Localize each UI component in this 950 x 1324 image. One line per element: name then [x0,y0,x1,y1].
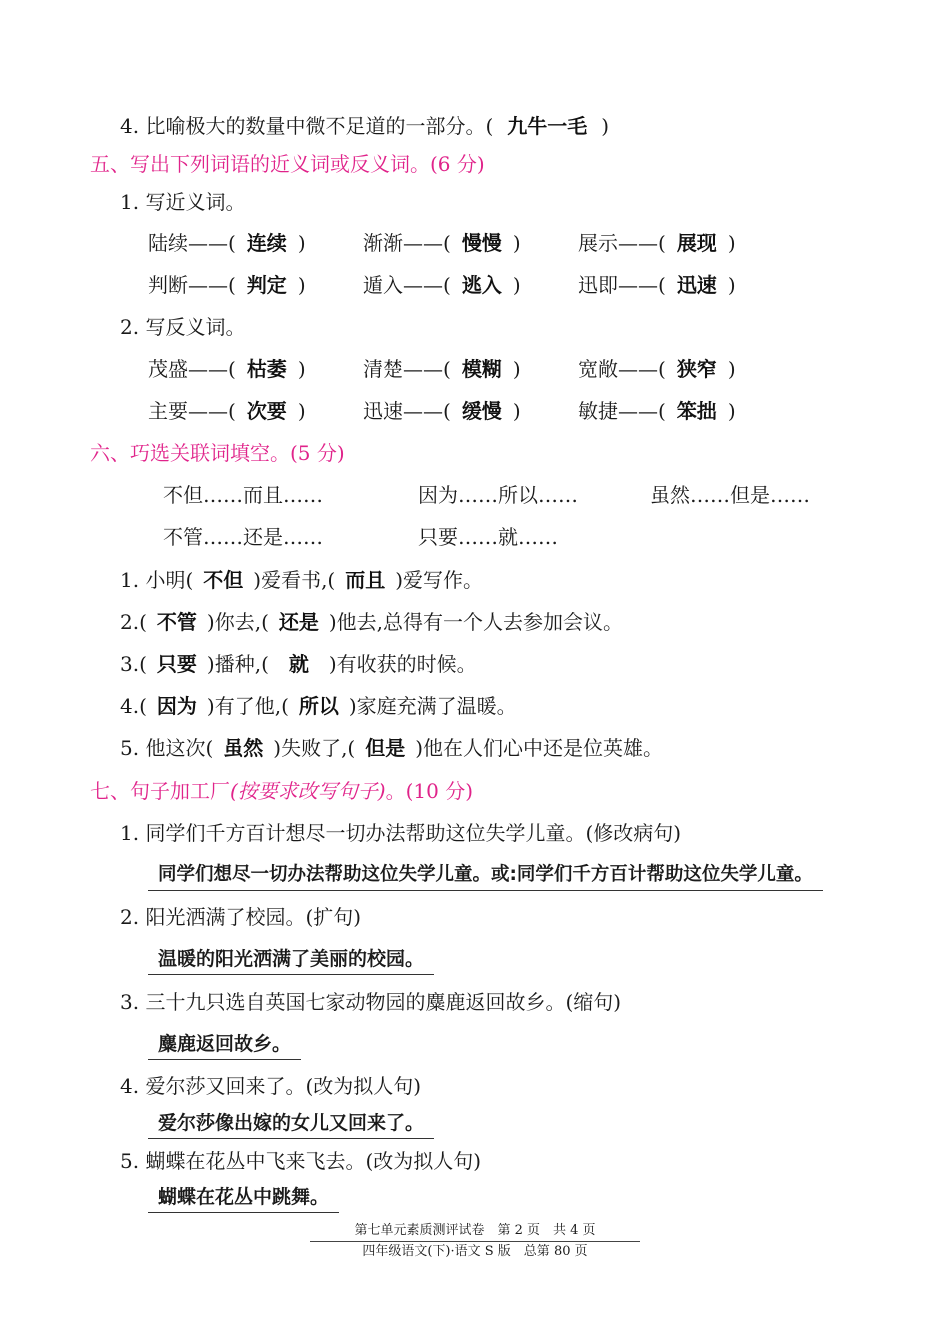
conjunction-option: 只要……就…… [418,525,558,549]
rewrite-answer: 麋鹿返回故乡。 [148,1030,301,1060]
conjunction-option: 虽然……但是…… [650,483,810,507]
footer-line-1: 第七单元素质测评试卷 第 2 页 共 4 页 [354,1223,596,1238]
rewrite-answer: 爱尔莎像出嫁的女儿又回来了。 [148,1109,434,1139]
conjunction-option: 不但……而且…… [163,483,323,507]
rewrite-answer: 同学们想尽一切办法帮助这位失学儿童。或:同学们千方百计帮助这位失学儿童。 [148,861,823,891]
section-6-title: 六、巧选关联词填空。(5 分) [90,441,345,465]
rewrite-question: 4. 爱尔莎又回来了。(改为拟人句) [120,1074,422,1098]
section-5-title: 五、写出下列词语的近义词或反义词。(6 分) [90,152,485,176]
footer-divider [310,1241,640,1242]
fill-item: 2.( 不管 )你去,( 还是 )他去,总得有一个人去参加会议。 [120,610,624,634]
answer-text: 九牛一毛 [507,114,588,138]
synonym-item: 遁入——( 逃入 ) [363,273,521,297]
section-5-sub1: 1. 写近义词。 [120,190,246,214]
rewrite-question: 2. 阳光洒满了校园。(扩句) [120,905,362,929]
synonym-item: 迅即——( 迅速 ) [578,273,736,297]
rewrite-question: 3. 三十九只选自英国七家动物园的麋鹿返回故乡。(缩句) [120,990,622,1014]
rewrite-answer: 温暖的阳光洒满了美丽的校园。 [148,945,434,975]
section-7-title: 七、句子加工厂(按要求改写句子)。(10 分) [90,779,474,803]
antonym-item: 主要——( 次要 ) [148,399,306,423]
antonym-item: 清楚——( 模糊 ) [363,357,521,381]
fill-item: 5. 他这次( 虽然 )失败了,( 但是 )他在人们心中还是位英雄。 [120,736,664,760]
conjunction-option: 不管……还是…… [163,525,323,549]
section-5-sub2: 2. 写反义词。 [120,315,246,339]
antonym-item: 迅速——( 缓慢 ) [363,399,521,423]
antonym-item: 宽敞——( 狭窄 ) [578,357,736,381]
rewrite-question: 1. 同学们千方百计想尽一切办法帮助这位失学儿童。(修改病句) [120,821,682,845]
antonym-item: 茂盛——( 枯萎 ) [148,357,306,381]
synonym-item: 展示——( 展现 ) [578,231,736,255]
synonym-item: 判断——( 判定 ) [148,273,306,297]
conjunction-option: 因为……所以…… [418,483,578,507]
synonym-item: 渐渐——( 慢慢 ) [363,231,521,255]
rewrite-answer: 蝴蝶在花丛中跳舞。 [148,1183,339,1213]
synonym-item: 陆续——( 连续 ) [148,231,306,255]
fill-item: 4.( 因为 )有了他,( 所以 )家庭充满了温暖。 [120,694,517,718]
fill-item: 3.( 只要 )播种,( 就 )有收获的时候。 [120,652,477,676]
fill-item: 1. 小明( 不但 )爱看书,( 而且 )爱写作。 [120,568,484,592]
antonym-item: 敏捷——( 笨拙 ) [578,399,736,423]
question-4-prev: 4. 比喻极大的数量中微不足道的一部分。( 九牛一毛 ) [120,114,610,138]
footer-line-2: 四年级语文(下)·语文 S 版 总第 80 页 [362,1244,588,1259]
rewrite-question: 5. 蝴蝶在花丛中飞来飞去。(改为拟人句) [120,1149,482,1173]
